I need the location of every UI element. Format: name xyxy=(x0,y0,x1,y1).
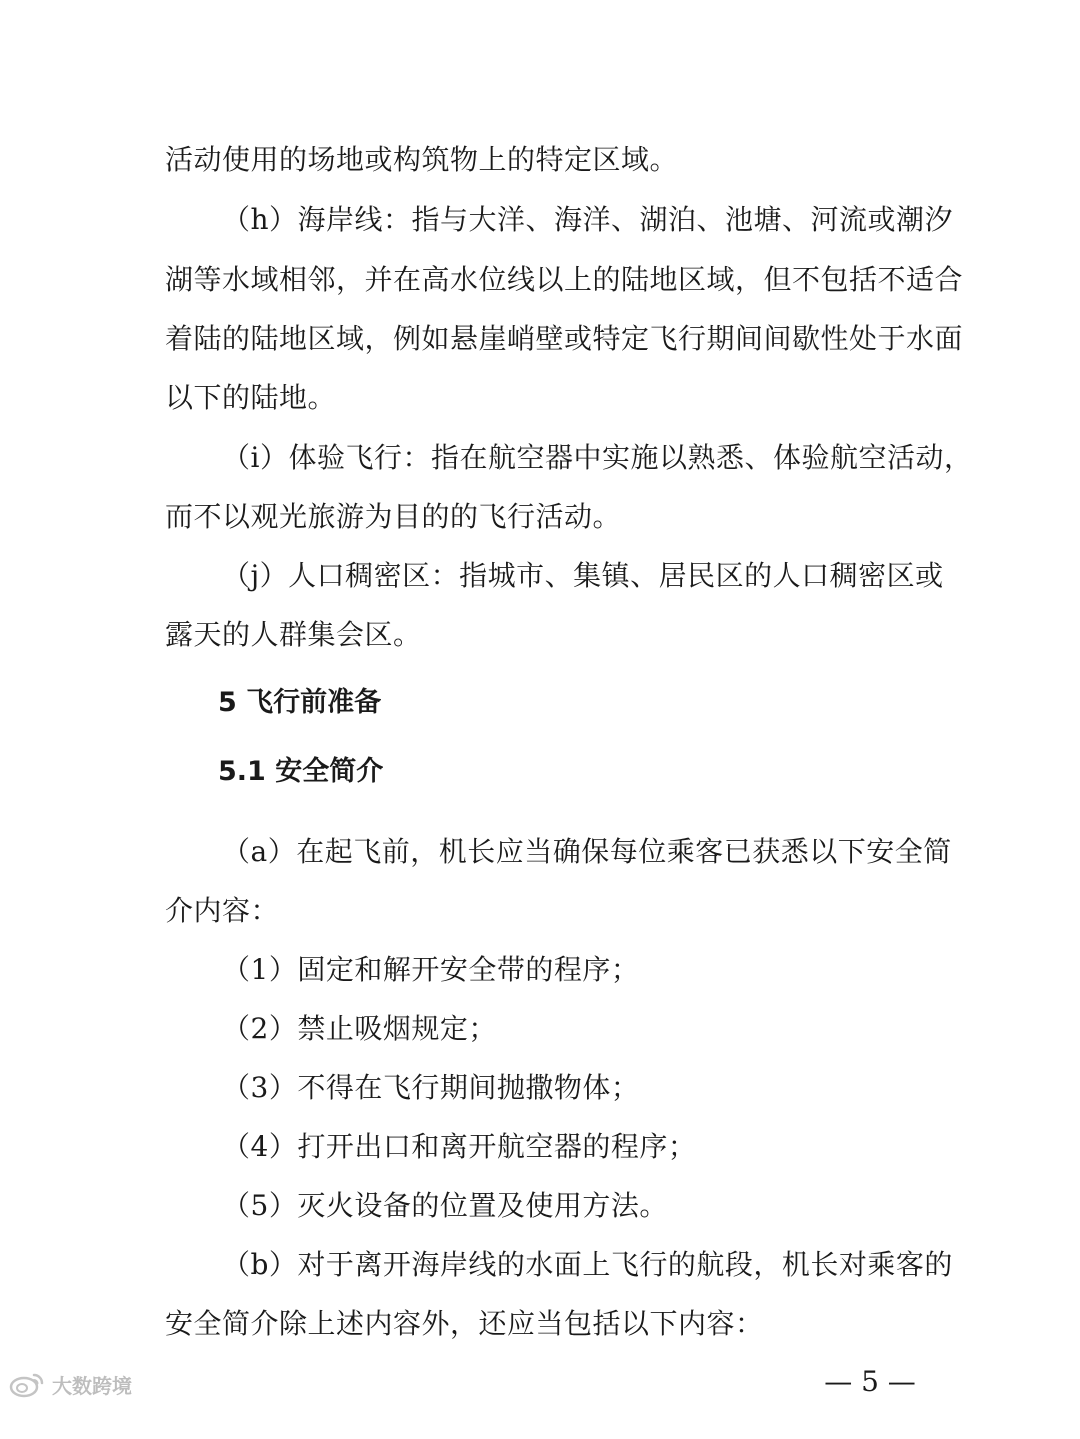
text-line: 着陆的陆地区域，例如悬崖峭壁或特定飞行期间间歇性处于水面 xyxy=(165,322,964,355)
list-item: （4）打开出口和离开航空器的程序； xyxy=(222,1130,697,1163)
watermark xyxy=(8,1364,132,1404)
text-line: 湖等水域相邻，并在高水位线以上的陆地区域，但不包括不适合 xyxy=(165,263,964,296)
list-item: （3）不得在飞行期间抛撒物体； xyxy=(222,1071,640,1104)
page-number: — 5 — xyxy=(824,1365,916,1398)
weibo-logo-icon xyxy=(8,1370,46,1398)
text-line: （b）对于离开海岸线的水面上飞行的航段，机长对乘客的 xyxy=(222,1248,953,1281)
list-item: （1）固定和解开安全带的程序； xyxy=(222,953,640,986)
text-line: 安全简介除上述内容外，还应当包括以下内容： xyxy=(165,1307,764,1340)
text-line: 活动使用的场地或构筑物上的特定区域。 xyxy=(165,143,679,176)
text-line: 露天的人群集会区。 xyxy=(165,618,422,651)
text-line: （j）人口稠密区：指城市、集镇、居民区的人口稠密区或 xyxy=(222,559,944,592)
list-item: （5）灭火设备的位置及使用方法。 xyxy=(222,1189,668,1222)
list-item: （2）禁止吸烟规定； xyxy=(222,1012,497,1045)
text-line: 以下的陆地。 xyxy=(165,381,337,414)
text-line: （a）在起飞前，机长应当确保每位乘客已获悉以下安全简 xyxy=(222,835,952,868)
section-heading: 5 飞行前准备 xyxy=(218,687,382,718)
subsection-heading: 5.1 安全简介 xyxy=(218,756,384,787)
text-line: （h）海岸线：指与大洋、海洋、湖泊、池塘、河流或潮汐 xyxy=(222,203,954,236)
text-line: （i）体验飞行：指在航空器中实施以熟悉、体验航空活动， xyxy=(222,441,973,474)
watermark-text: 大数跨境 xyxy=(52,1373,132,1398)
text-line: 介内容： xyxy=(165,894,280,927)
text-line: 而不以观光旅游为目的的飞行活动。 xyxy=(165,500,622,533)
